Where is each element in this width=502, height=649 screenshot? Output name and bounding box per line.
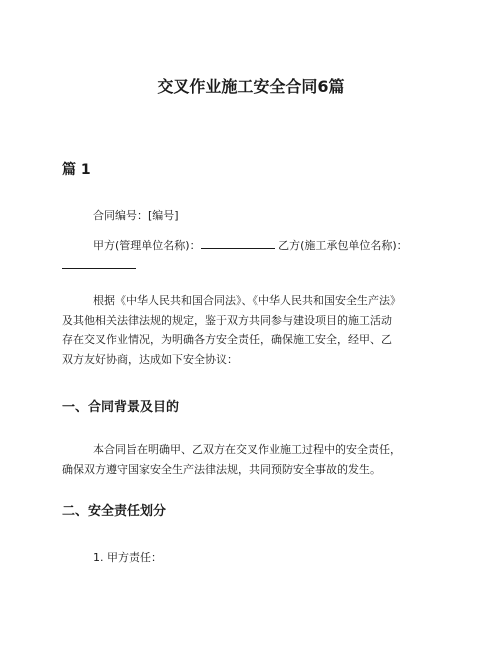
party-b-blank bbox=[62, 256, 136, 269]
section-1-line: 本合同旨在明确甲、乙双方在交叉作业施工过程中的安全责任， bbox=[93, 443, 401, 456]
preamble-line: 双方友好协商，达成如下安全协议： bbox=[62, 352, 238, 366]
document-title: 交叉作业施工安全合同6篇 bbox=[157, 77, 345, 96]
preamble-line: 及其他相关法律法规的规定，鉴于双方共同参与建设项目的施工活动 bbox=[62, 313, 392, 327]
section-1-line: 确保双方遵守国家安全生产法律法规，共同预防安全事故的发生。 bbox=[62, 462, 381, 476]
party-a-label: 甲方(管理单位名称)： bbox=[93, 239, 201, 252]
party-b-label: 乙方(施工承包单位名称)： bbox=[274, 239, 408, 252]
section-2-heading: 二、安全责任划分 bbox=[62, 504, 167, 519]
section-1-heading: 一、合同背景及目的 bbox=[62, 400, 180, 415]
party-a-blank bbox=[201, 236, 275, 249]
contract-number bbox=[62, 206, 444, 226]
preamble-paragraph bbox=[62, 291, 444, 369]
item-1-paragraph bbox=[62, 548, 444, 568]
parties-line-1 bbox=[62, 236, 444, 256]
part-heading: 篇 1 bbox=[62, 162, 91, 178]
contract-number-text: 合同编号：[编号] bbox=[93, 209, 179, 222]
section-1-paragraph bbox=[62, 440, 444, 479]
item-1-text: 1. 甲方责任： bbox=[93, 551, 162, 564]
preamble-line: 根据《中华人民共和国合同法》、《中华人民共和国安全生产法》 bbox=[93, 294, 401, 307]
preamble-line: 存在交叉作业情况，为明确各方安全责任，确保施工安全，经甲、乙 bbox=[62, 333, 392, 346]
parties-paragraph bbox=[62, 236, 444, 275]
parties-line-2 bbox=[62, 256, 444, 276]
